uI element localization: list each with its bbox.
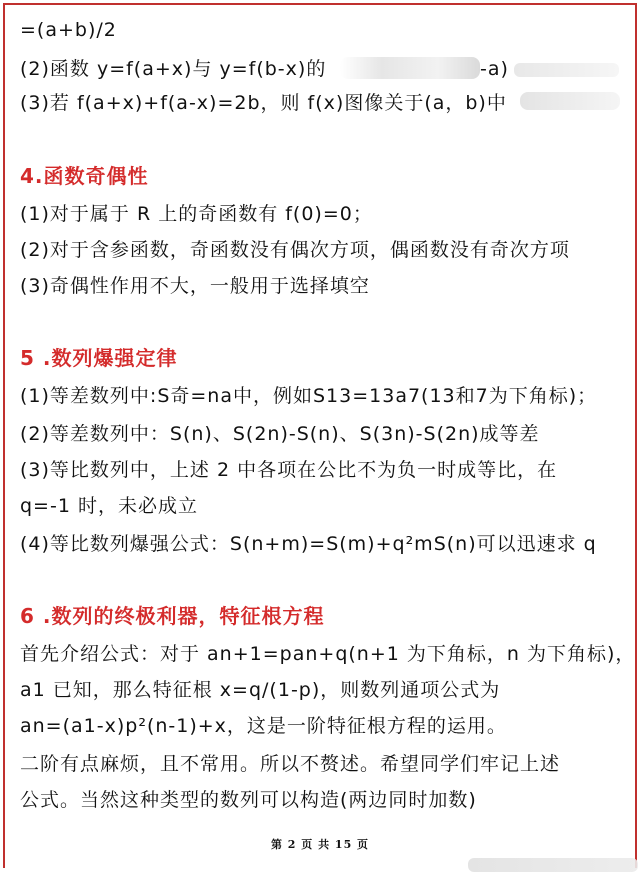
page-number: 第 2 页 共 15 页 (270, 838, 370, 851)
blurred-region (514, 63, 619, 77)
list-item: (1)对于属于 R 上的奇函数有 f(0)=0； (20, 203, 373, 225)
text-line: (3)若 f(a+x)+f(a-x)=2b，则 f(x)图像关于(a，b)中 (20, 92, 507, 114)
paragraph-line: an=(a1-x)p²(n-1)+x，这是一阶特征根方程的运用。 (20, 715, 507, 737)
list-item: (2)等差数列中：S(n)、S(2n)-S(n)、S(3n)-S(2n)成等差 (20, 423, 540, 445)
paragraph-line: 公式。当然这种类型的数列可以构造(两边同时加数) (20, 789, 477, 811)
list-item: q=-1 时，未必成立 (20, 495, 198, 517)
blurred-region (520, 92, 620, 110)
section-heading: 5 .数列爆强定律 (20, 346, 178, 370)
list-item: (2)对于含参函数，奇函数没有偶次方项，偶函数没有奇次方项 (20, 239, 570, 261)
paragraph-line: a1 已知，那么特征根 x=q/(1-p)，则数列通项公式为 (20, 679, 501, 701)
section-heading: 4.函数奇偶性 (20, 164, 149, 188)
list-item: (3)等比数列中，上述 2 中各项在公比不为负一时成等比，在 (20, 459, 558, 481)
list-item: (4)等比数列爆强公式：S(n+m)=S(m)+q²mS(n)可以迅速求 q (20, 533, 597, 555)
paragraph-line: 二阶有点麻烦，且不常用。所以不赘述。希望同学们牢记上述 (20, 753, 561, 775)
section-heading: 6 .数列的终极利器，特征根方程 (20, 604, 325, 628)
list-item: (1)等差数列中:S奇=na中，例如S13=13a7(13和7为下角标)； (20, 385, 598, 407)
text-line: (2)函数 y=f(a+x)与 y=f(b-x)的 (20, 58, 327, 80)
blurred-region (340, 57, 480, 79)
text-line: =(a+b)/2 (20, 19, 117, 41)
paragraph-line: 首先介绍公式：对于 an+1=pan+q(n+1 为下角标，n 为下角标)， (20, 643, 636, 665)
list-item: (3)奇偶性作用不大，一般用于选择填空 (20, 275, 370, 297)
watermark (468, 858, 638, 872)
text-line-tail: -a) (480, 58, 509, 80)
